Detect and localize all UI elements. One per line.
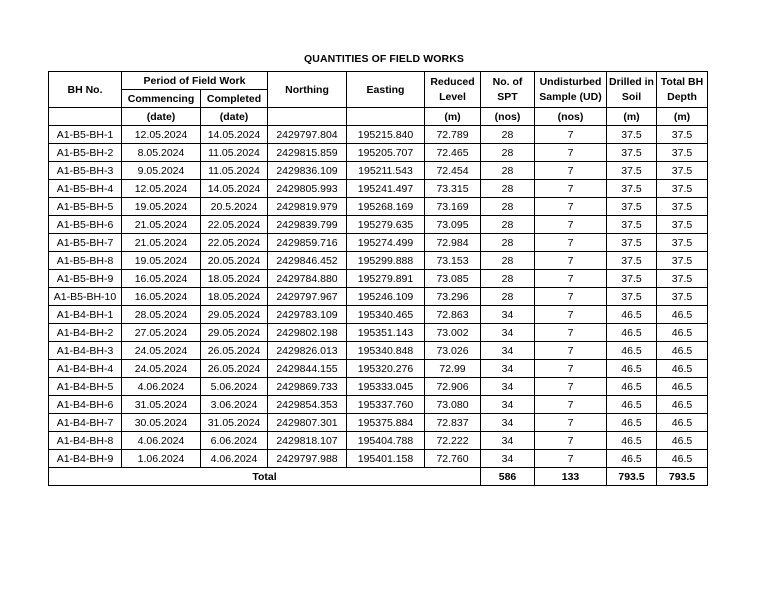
header-commencing: Commencing bbox=[122, 90, 201, 108]
cell-drilled: 46.5 bbox=[607, 360, 657, 378]
cell-total-depth: 37.5 bbox=[657, 234, 708, 252]
cell-bh-no: A1-B4-BH-9 bbox=[49, 450, 122, 468]
cell-ud: 7 bbox=[535, 414, 607, 432]
cell-commencing: 12.05.2024 bbox=[122, 126, 201, 144]
cell-spt: 28 bbox=[481, 180, 535, 198]
cell-easting: 195299.888 bbox=[347, 252, 425, 270]
cell-commencing: 24.05.2024 bbox=[122, 360, 201, 378]
cell-total-depth: 37.5 bbox=[657, 198, 708, 216]
cell-bh-no: A1-B5-BH-6 bbox=[49, 216, 122, 234]
cell-bh-no: A1-B4-BH-2 bbox=[49, 324, 122, 342]
cell-commencing: 19.05.2024 bbox=[122, 252, 201, 270]
cell-ud: 7 bbox=[535, 432, 607, 450]
cell-spt: 34 bbox=[481, 342, 535, 360]
table-row bbox=[49, 144, 708, 162]
cell-total-depth: 46.5 bbox=[657, 342, 708, 360]
cell-drilled: 46.5 bbox=[607, 450, 657, 468]
cell-drilled: 46.5 bbox=[607, 306, 657, 324]
cell-spt: 34 bbox=[481, 360, 535, 378]
cell-spt: 28 bbox=[481, 252, 535, 270]
header-total-bh-depth: Total BH Depth bbox=[657, 72, 708, 108]
total-row bbox=[49, 468, 708, 486]
cell-commencing: 21.05.2024 bbox=[122, 234, 201, 252]
cell-ud: 7 bbox=[535, 378, 607, 396]
cell-completed: 22.05.2024 bbox=[201, 216, 268, 234]
cell-bh-no: A1-B4-BH-7 bbox=[49, 414, 122, 432]
header-no-of-spt: No. of SPT bbox=[481, 72, 535, 108]
cell-total-depth: 46.5 bbox=[657, 450, 708, 468]
cell-reduced-level: 72.789 bbox=[425, 126, 481, 144]
cell-completed: 14.05.2024 bbox=[201, 180, 268, 198]
unit-ud: (nos) bbox=[535, 108, 607, 126]
unit-bh-no bbox=[49, 108, 122, 126]
cell-northing: 2429805.993 bbox=[268, 180, 347, 198]
cell-completed: 14.05.2024 bbox=[201, 126, 268, 144]
cell-bh-no: A1-B4-BH-5 bbox=[49, 378, 122, 396]
cell-northing: 2429797.967 bbox=[268, 288, 347, 306]
cell-drilled: 37.5 bbox=[607, 180, 657, 198]
cell-completed: 20.5.2024 bbox=[201, 198, 268, 216]
cell-easting: 195320.276 bbox=[347, 360, 425, 378]
header-northing: Northing bbox=[268, 72, 347, 108]
cell-northing: 2429797.804 bbox=[268, 126, 347, 144]
cell-reduced-level: 72.863 bbox=[425, 306, 481, 324]
cell-northing: 2429836.109 bbox=[268, 162, 347, 180]
cell-northing: 2429826.013 bbox=[268, 342, 347, 360]
cell-drilled: 37.5 bbox=[607, 270, 657, 288]
cell-total-depth: 37.5 bbox=[657, 126, 708, 144]
cell-northing: 2429819.979 bbox=[268, 198, 347, 216]
total-label: Total bbox=[49, 468, 481, 486]
cell-total-depth: 46.5 bbox=[657, 306, 708, 324]
cell-total-depth: 46.5 bbox=[657, 432, 708, 450]
cell-spt: 28 bbox=[481, 234, 535, 252]
cell-spt: 34 bbox=[481, 414, 535, 432]
cell-reduced-level: 73.085 bbox=[425, 270, 481, 288]
cell-drilled: 37.5 bbox=[607, 216, 657, 234]
cell-easting: 195215.840 bbox=[347, 126, 425, 144]
cell-reduced-level: 73.095 bbox=[425, 216, 481, 234]
header-completed: Completed bbox=[201, 90, 268, 108]
cell-reduced-level: 72.454 bbox=[425, 162, 481, 180]
cell-completed: 6.06.2024 bbox=[201, 432, 268, 450]
cell-spt: 34 bbox=[481, 324, 535, 342]
table-row bbox=[49, 450, 708, 468]
cell-total-depth: 46.5 bbox=[657, 414, 708, 432]
cell-total-depth: 37.5 bbox=[657, 180, 708, 198]
cell-commencing: 8.05.2024 bbox=[122, 144, 201, 162]
cell-bh-no: A1-B4-BH-1 bbox=[49, 306, 122, 324]
total-ud: 133 bbox=[535, 468, 607, 486]
cell-northing: 2429869.733 bbox=[268, 378, 347, 396]
cell-easting: 195246.109 bbox=[347, 288, 425, 306]
cell-completed: 31.05.2024 bbox=[201, 414, 268, 432]
cell-spt: 34 bbox=[481, 306, 535, 324]
table-row bbox=[49, 126, 708, 144]
table-row bbox=[49, 180, 708, 198]
cell-commencing: 16.05.2024 bbox=[122, 270, 201, 288]
cell-commencing: 1.06.2024 bbox=[122, 450, 201, 468]
cell-northing: 2429859.716 bbox=[268, 234, 347, 252]
cell-bh-no: A1-B5-BH-1 bbox=[49, 126, 122, 144]
cell-easting: 195268.169 bbox=[347, 198, 425, 216]
cell-bh-no: A1-B5-BH-10 bbox=[49, 288, 122, 306]
cell-reduced-level: 72.465 bbox=[425, 144, 481, 162]
unit-total: (m) bbox=[657, 108, 708, 126]
cell-commencing: 27.05.2024 bbox=[122, 324, 201, 342]
cell-completed: 26.05.2024 bbox=[201, 360, 268, 378]
cell-completed: 18.05.2024 bbox=[201, 270, 268, 288]
cell-completed: 18.05.2024 bbox=[201, 288, 268, 306]
table-row bbox=[49, 378, 708, 396]
total-spt: 586 bbox=[481, 468, 535, 486]
cell-commencing: 16.05.2024 bbox=[122, 288, 201, 306]
table-row bbox=[49, 234, 708, 252]
cell-ud: 7 bbox=[535, 324, 607, 342]
cell-northing: 2429854.353 bbox=[268, 396, 347, 414]
cell-spt: 34 bbox=[481, 432, 535, 450]
cell-northing: 2429784.880 bbox=[268, 270, 347, 288]
cell-northing: 2429846.452 bbox=[268, 252, 347, 270]
cell-total-depth: 46.5 bbox=[657, 324, 708, 342]
table-row bbox=[49, 252, 708, 270]
cell-total-depth: 46.5 bbox=[657, 360, 708, 378]
table-header bbox=[49, 72, 708, 126]
cell-bh-no: A1-B5-BH-7 bbox=[49, 234, 122, 252]
cell-commencing: 4.06.2024 bbox=[122, 432, 201, 450]
cell-spt: 34 bbox=[481, 396, 535, 414]
header-reduced-level: Reduced Level bbox=[425, 72, 481, 108]
cell-commencing: 9.05.2024 bbox=[122, 162, 201, 180]
cell-drilled: 37.5 bbox=[607, 234, 657, 252]
cell-total-depth: 46.5 bbox=[657, 378, 708, 396]
cell-ud: 7 bbox=[535, 450, 607, 468]
cell-ud: 7 bbox=[535, 360, 607, 378]
unit-reduced-level: (m) bbox=[425, 108, 481, 126]
total-depth: 793.5 bbox=[657, 468, 708, 486]
cell-spt: 28 bbox=[481, 126, 535, 144]
table-row bbox=[49, 288, 708, 306]
cell-northing: 2429807.301 bbox=[268, 414, 347, 432]
cell-reduced-level: 72.760 bbox=[425, 450, 481, 468]
cell-drilled: 37.5 bbox=[607, 252, 657, 270]
cell-northing: 2429818.107 bbox=[268, 432, 347, 450]
table-row bbox=[49, 198, 708, 216]
unit-spt: (nos) bbox=[481, 108, 535, 126]
cell-bh-no: A1-B5-BH-4 bbox=[49, 180, 122, 198]
cell-ud: 7 bbox=[535, 252, 607, 270]
cell-easting: 195375.884 bbox=[347, 414, 425, 432]
cell-reduced-level: 72.99 bbox=[425, 360, 481, 378]
cell-ud: 7 bbox=[535, 144, 607, 162]
header-undisturbed-sample: Undisturbed Sample (UD) bbox=[535, 72, 607, 108]
cell-northing: 2429802.198 bbox=[268, 324, 347, 342]
cell-completed: 4.06.2024 bbox=[201, 450, 268, 468]
cell-spt: 34 bbox=[481, 378, 535, 396]
unit-completed: (date) bbox=[201, 108, 268, 126]
cell-easting: 195404.788 bbox=[347, 432, 425, 450]
cell-commencing: 4.06.2024 bbox=[122, 378, 201, 396]
cell-completed: 26.05.2024 bbox=[201, 342, 268, 360]
cell-reduced-level: 72.837 bbox=[425, 414, 481, 432]
cell-reduced-level: 72.906 bbox=[425, 378, 481, 396]
cell-ud: 7 bbox=[535, 288, 607, 306]
cell-total-depth: 37.5 bbox=[657, 162, 708, 180]
table-row bbox=[49, 324, 708, 342]
cell-completed: 11.05.2024 bbox=[201, 162, 268, 180]
cell-easting: 195274.499 bbox=[347, 234, 425, 252]
table-row bbox=[49, 270, 708, 288]
cell-northing: 2429797.988 bbox=[268, 450, 347, 468]
table-row bbox=[49, 360, 708, 378]
cell-easting: 195401.158 bbox=[347, 450, 425, 468]
cell-drilled: 46.5 bbox=[607, 378, 657, 396]
cell-total-depth: 37.5 bbox=[657, 144, 708, 162]
cell-ud: 7 bbox=[535, 126, 607, 144]
cell-bh-no: A1-B5-BH-5 bbox=[49, 198, 122, 216]
cell-ud: 7 bbox=[535, 180, 607, 198]
cell-reduced-level: 73.315 bbox=[425, 180, 481, 198]
cell-easting: 195340.465 bbox=[347, 306, 425, 324]
cell-total-depth: 46.5 bbox=[657, 396, 708, 414]
cell-easting: 195340.848 bbox=[347, 342, 425, 360]
cell-bh-no: A1-B4-BH-6 bbox=[49, 396, 122, 414]
cell-spt: 28 bbox=[481, 162, 535, 180]
cell-easting: 195333.045 bbox=[347, 378, 425, 396]
table-row bbox=[49, 342, 708, 360]
cell-commencing: 30.05.2024 bbox=[122, 414, 201, 432]
total-drilled: 793.5 bbox=[607, 468, 657, 486]
cell-completed: 11.05.2024 bbox=[201, 144, 268, 162]
cell-commencing: 24.05.2024 bbox=[122, 342, 201, 360]
cell-reduced-level: 72.984 bbox=[425, 234, 481, 252]
table-row bbox=[49, 162, 708, 180]
cell-completed: 5.06.2024 bbox=[201, 378, 268, 396]
cell-bh-no: A1-B5-BH-9 bbox=[49, 270, 122, 288]
cell-spt: 34 bbox=[481, 450, 535, 468]
cell-spt: 28 bbox=[481, 270, 535, 288]
cell-total-depth: 37.5 bbox=[657, 216, 708, 234]
cell-ud: 7 bbox=[535, 306, 607, 324]
cell-spt: 28 bbox=[481, 216, 535, 234]
cell-drilled: 37.5 bbox=[607, 288, 657, 306]
cell-spt: 28 bbox=[481, 144, 535, 162]
cell-reduced-level: 73.002 bbox=[425, 324, 481, 342]
cell-drilled: 46.5 bbox=[607, 432, 657, 450]
cell-completed: 29.05.2024 bbox=[201, 324, 268, 342]
cell-northing: 2429844.155 bbox=[268, 360, 347, 378]
cell-commencing: 12.05.2024 bbox=[122, 180, 201, 198]
cell-easting: 195337.760 bbox=[347, 396, 425, 414]
cell-northing: 2429783.109 bbox=[268, 306, 347, 324]
unit-easting bbox=[347, 108, 425, 126]
header-drilled-in-soil: Drilled in Soil bbox=[607, 72, 657, 108]
cell-ud: 7 bbox=[535, 396, 607, 414]
cell-ud: 7 bbox=[535, 234, 607, 252]
cell-bh-no: A1-B4-BH-4 bbox=[49, 360, 122, 378]
field-works-table bbox=[48, 71, 708, 486]
cell-completed: 22.05.2024 bbox=[201, 234, 268, 252]
cell-ud: 7 bbox=[535, 216, 607, 234]
table-row bbox=[49, 216, 708, 234]
cell-commencing: 28.05.2024 bbox=[122, 306, 201, 324]
cell-bh-no: A1-B4-BH-3 bbox=[49, 342, 122, 360]
cell-easting: 195205.707 bbox=[347, 144, 425, 162]
cell-reduced-level: 73.153 bbox=[425, 252, 481, 270]
cell-total-depth: 37.5 bbox=[657, 252, 708, 270]
unit-northing bbox=[268, 108, 347, 126]
cell-total-depth: 37.5 bbox=[657, 288, 708, 306]
cell-northing: 2429839.799 bbox=[268, 216, 347, 234]
cell-easting: 195279.891 bbox=[347, 270, 425, 288]
cell-spt: 28 bbox=[481, 288, 535, 306]
table-body bbox=[49, 126, 708, 468]
cell-bh-no: A1-B5-BH-3 bbox=[49, 162, 122, 180]
cell-easting: 195279.635 bbox=[347, 216, 425, 234]
cell-bh-no: A1-B5-BH-2 bbox=[49, 144, 122, 162]
table-title: QUANTITIES OF FIELD WORKS bbox=[304, 53, 464, 65]
cell-total-depth: 37.5 bbox=[657, 270, 708, 288]
table-row bbox=[49, 414, 708, 432]
cell-ud: 7 bbox=[535, 342, 607, 360]
units-row bbox=[49, 108, 708, 126]
cell-drilled: 37.5 bbox=[607, 144, 657, 162]
cell-completed: 3.06.2024 bbox=[201, 396, 268, 414]
cell-reduced-level: 73.026 bbox=[425, 342, 481, 360]
unit-commencing: (date) bbox=[122, 108, 201, 126]
cell-spt: 28 bbox=[481, 198, 535, 216]
cell-drilled: 37.5 bbox=[607, 198, 657, 216]
cell-bh-no: A1-B5-BH-8 bbox=[49, 252, 122, 270]
cell-drilled: 37.5 bbox=[607, 162, 657, 180]
header-row-1 bbox=[49, 72, 708, 90]
header-bh-no: BH No. bbox=[49, 72, 122, 108]
cell-commencing: 21.05.2024 bbox=[122, 216, 201, 234]
cell-drilled: 46.5 bbox=[607, 414, 657, 432]
header-easting: Easting bbox=[347, 72, 425, 108]
unit-drilled: (m) bbox=[607, 108, 657, 126]
cell-ud: 7 bbox=[535, 162, 607, 180]
cell-reduced-level: 73.296 bbox=[425, 288, 481, 306]
cell-commencing: 31.05.2024 bbox=[122, 396, 201, 414]
cell-reduced-level: 73.169 bbox=[425, 198, 481, 216]
table-row bbox=[49, 396, 708, 414]
cell-easting: 195351.143 bbox=[347, 324, 425, 342]
cell-ud: 7 bbox=[535, 198, 607, 216]
header-period: Period of Field Work bbox=[122, 72, 268, 90]
cell-completed: 20.05.2024 bbox=[201, 252, 268, 270]
cell-commencing: 19.05.2024 bbox=[122, 198, 201, 216]
cell-easting: 195241.497 bbox=[347, 180, 425, 198]
cell-completed: 29.05.2024 bbox=[201, 306, 268, 324]
cell-drilled: 46.5 bbox=[607, 342, 657, 360]
cell-drilled: 46.5 bbox=[607, 396, 657, 414]
cell-ud: 7 bbox=[535, 270, 607, 288]
cell-reduced-level: 73.080 bbox=[425, 396, 481, 414]
cell-reduced-level: 72.222 bbox=[425, 432, 481, 450]
cell-drilled: 37.5 bbox=[607, 126, 657, 144]
table-row bbox=[49, 432, 708, 450]
cell-drilled: 46.5 bbox=[607, 324, 657, 342]
cell-bh-no: A1-B4-BH-8 bbox=[49, 432, 122, 450]
table-row bbox=[49, 306, 708, 324]
cell-easting: 195211.543 bbox=[347, 162, 425, 180]
cell-northing: 2429815.859 bbox=[268, 144, 347, 162]
